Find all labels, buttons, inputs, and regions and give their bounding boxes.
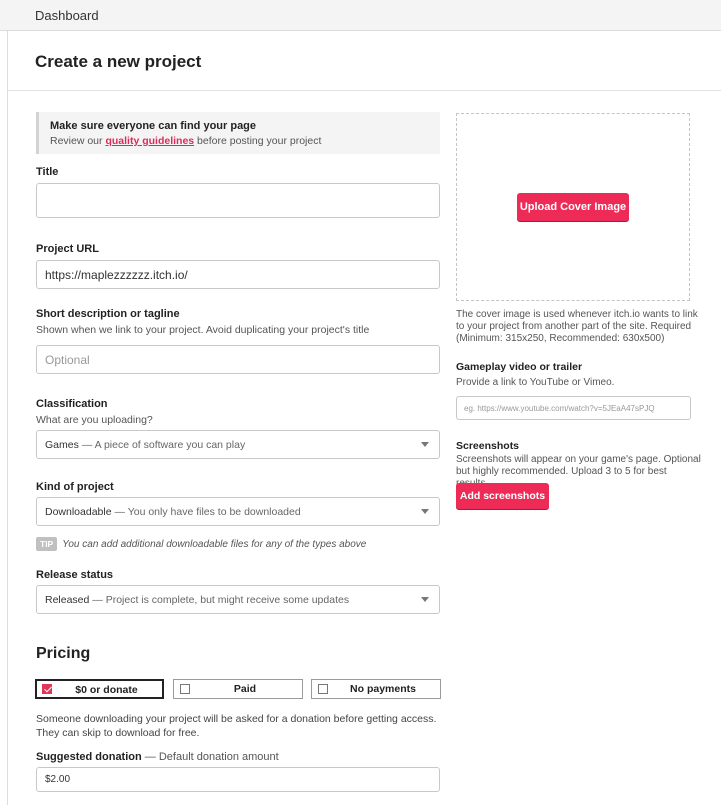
upload-cover-image-button[interactable]: Upload Cover Image <box>517 193 629 221</box>
title-divider <box>7 90 721 91</box>
kind-of-project-label: Kind of project <box>36 481 114 493</box>
kind-of-project-selected: Downloadable — You only have files to be downloaded <box>45 506 301 518</box>
chevron-down-icon <box>421 442 429 447</box>
screenshots-label: Screenshots <box>456 440 520 452</box>
pricing-option-label: Paid <box>233 683 257 695</box>
release-status-label: Release status <box>36 569 114 581</box>
classification-label: Classification <box>36 398 108 410</box>
pricing-option-label: No payments <box>350 683 416 695</box>
breadcrumb-dashboard[interactable]: Dashboard <box>35 8 99 23</box>
tip-text: You can add additional downloadable files for any of the types above <box>62 539 367 550</box>
callout-heading: Make sure everyone can find your page <box>50 120 257 132</box>
page-title: Create a new project <box>35 52 202 71</box>
top-bar <box>0 0 721 31</box>
gameplay-video-input[interactable] <box>457 397 690 419</box>
pricing-option-donate[interactable] <box>35 679 164 699</box>
callout-suffix: before posting your project <box>194 135 322 147</box>
add-screenshots-button[interactable]: Add screenshots <box>456 483 549 509</box>
short-description-help: Shown when we link to your project. Avoid duplicating your project's title <box>36 324 370 336</box>
project-url-input[interactable] <box>37 261 439 288</box>
short-description-field <box>36 345 440 374</box>
pricing-heading: Pricing <box>36 645 91 662</box>
classification-help: What are you uploading? <box>36 414 153 426</box>
project-url-field <box>36 260 440 289</box>
chevron-down-icon <box>421 509 429 514</box>
title-input[interactable] <box>37 184 439 217</box>
pricing-option-no-payments[interactable] <box>311 679 441 699</box>
pricing-option-label: $0 or donate <box>75 684 138 696</box>
gameplay-video-label: Gameplay video or trailer <box>456 361 583 373</box>
callout-prefix: Review our <box>50 135 106 147</box>
short-description-input[interactable] <box>37 346 439 373</box>
classification-select[interactable] <box>36 430 440 459</box>
release-status-selected: Released — Project is complete, but might receive some updates <box>45 594 350 606</box>
pricing-option-paid[interactable] <box>173 679 303 699</box>
gameplay-video-field <box>456 396 691 420</box>
suggested-donation-label: Suggested donation — Default donation amount <box>36 751 279 763</box>
chevron-down-icon <box>421 597 429 602</box>
donation-note: Someone downloading your project will be asked for a donation before getting access. They can skip to download for free. <box>36 713 437 739</box>
screenshots-note: Screenshots will appear on your game's page. Optional but highly recommended. Upload 3 to 5 for best <box>456 454 701 477</box>
gameplay-video-help: Provide a link to YouTube or Vimeo. <box>456 377 615 388</box>
title-field <box>36 183 440 218</box>
quality-guidelines-link[interactable]: quality guidelines <box>105 135 195 147</box>
guidelines-callout <box>36 112 440 154</box>
cover-image-note: The cover image is used whenever itch.io wants to link to your project from another part of the site. Required (Minimum: 315x250, Recommended: 630x500) <box>456 309 698 344</box>
suggested-donation-input[interactable] <box>37 768 439 791</box>
tip-note <box>36 537 366 551</box>
project-url-label: Project URL <box>36 243 99 255</box>
left-border <box>7 31 8 805</box>
classification-selected: Games — A piece of software you can play <box>45 439 246 451</box>
tip-badge: TIP <box>36 537 57 551</box>
short-description-label: Short description or tagline <box>36 308 180 320</box>
callout-body <box>50 135 321 147</box>
release-status-select[interactable] <box>36 585 440 614</box>
kind-of-project-select[interactable] <box>36 497 440 526</box>
title-label: Title <box>36 166 59 178</box>
suggested-donation-field <box>36 767 440 792</box>
